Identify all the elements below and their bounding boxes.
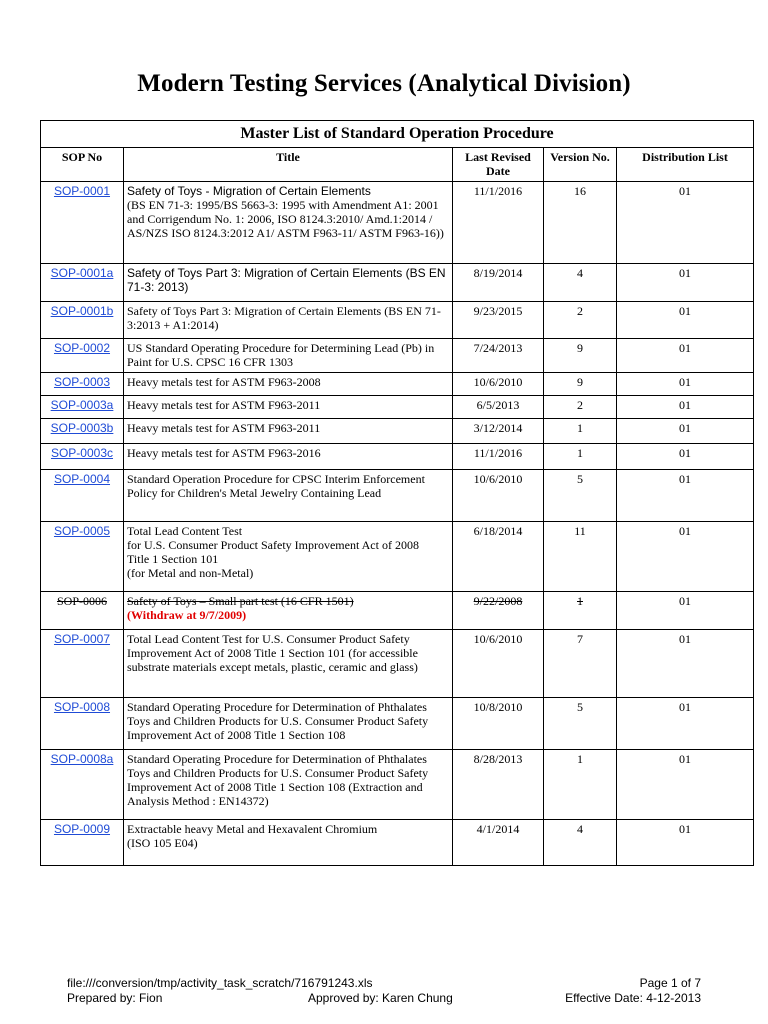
row-distribution: 01 [617, 396, 754, 419]
document-title: Modern Testing Services (Analytical Division) [137, 70, 631, 97]
column-header-last-revised-date: Last Revised Date [453, 148, 544, 182]
row-title: Safety of Toys - Migration of Certain Elements [127, 184, 371, 198]
footer-page-number: Page 1 of 7 [639, 976, 701, 990]
row-date: 11/1/2016 [453, 182, 544, 264]
row-version: 1 [544, 750, 617, 820]
sop-link-0008[interactable]: SOP-0008 [53, 700, 111, 714]
footer-file-path: file:///conversion/tmp/activity_task_scratch/716791243.xls [67, 976, 373, 990]
table-row [41, 698, 754, 750]
sop-link-0008a[interactable]: SOP-0008a [50, 752, 114, 766]
sop-link-0001a[interactable]: SOP-0001a [50, 266, 114, 280]
table-row [41, 750, 754, 820]
row-date: 6/5/2013 [453, 396, 544, 419]
row-distribution: 01 [617, 750, 754, 820]
table-row [41, 444, 754, 470]
row-date: 10/8/2010 [453, 698, 544, 750]
table-row [41, 373, 754, 396]
row-date: 8/19/2014 [453, 264, 544, 302]
sop-link-0001b[interactable]: SOP-0001b [50, 304, 114, 318]
row-version: 4 [544, 264, 617, 302]
row-date: 8/28/2013 [453, 750, 544, 820]
row-version: 5 [544, 698, 617, 750]
row-title: Standard Operating Procedure for Determination of Phthalates Toys and Children Products for U.S. Consumer Product Safety Improvement Act of 2008 Title 1 Section 108 [127, 700, 429, 742]
sop-link-0009[interactable]: SOP-0009 [53, 822, 111, 836]
table-caption: Master List of Standard Operation Procedure [41, 121, 754, 148]
row-title: Heavy metals test for ASTM F963-2008 [127, 375, 321, 389]
sop-link-0003[interactable]: SOP-0003 [53, 375, 111, 389]
row-title: Safety of Toys Part 3: Migration of Certain Elements (BS EN 71-3: 2013) [127, 266, 446, 294]
row-title: Total Lead Content Test for U.S. Consumer Product Safety Improvement Act of 2008 Title 1 Section 101 (for accessible substrate materials except metals, plastic, ceramic and glass) [127, 632, 418, 674]
column-header-title: Title [124, 148, 453, 182]
table-row [41, 470, 754, 522]
row-title: Safety of Toys – Small part test (16 CFR 1501) [127, 594, 354, 608]
row-title: Safety of Toys Part 3: Migration of Certain Elements (BS EN 71-3:2013 + A1:2014) [127, 304, 441, 332]
sop-link-0005[interactable]: SOP-0005 [53, 524, 111, 538]
row-title-extra: (ISO 105 E04) [127, 836, 198, 850]
sop-link-0003c[interactable]: SOP-0003c [50, 446, 114, 460]
row-distribution: 01 [617, 444, 754, 470]
withdraw-note: (Withdraw at 9/7/2009) [127, 608, 247, 622]
row-distribution: 01 [617, 470, 754, 522]
row-date: 10/6/2010 [453, 630, 544, 698]
footer-approved-by: Approved by: Karen Chung [308, 991, 453, 1005]
table-row [41, 630, 754, 698]
row-distribution: 01 [617, 264, 754, 302]
sop-link-0002[interactable]: SOP-0002 [53, 341, 111, 355]
table-header-row [41, 148, 754, 182]
table-row-withdrawn [41, 592, 754, 630]
row-distribution: 01 [617, 698, 754, 750]
row-title: Heavy metals test for ASTM F963-2011 [127, 398, 321, 412]
table-row [41, 522, 754, 592]
row-title: Heavy metals test for ASTM F963-2011 [127, 421, 321, 435]
row-distribution: 01 [617, 373, 754, 396]
row-title: Heavy metals test for ASTM F963-2016 [127, 446, 321, 460]
footer-prepared-by: Prepared by: Fion [67, 991, 163, 1005]
row-version: 16 [544, 182, 617, 264]
table-row [41, 302, 754, 339]
page-footer [67, 976, 701, 1006]
row-version: 2 [544, 302, 617, 339]
row-version: 2 [544, 396, 617, 419]
row-version: 9 [544, 339, 617, 373]
row-title-extra: (BS EN 71-3: 1995/BS 5663-3: 1995 with Amendment A1: 2001 and Corrigendum No. 1: 2006, ISO 8124.3:2010/ Amd.1:2014 / AS/NZS ISO 8124.3:2012 A1/ ASTM F963-11/ ASTM F963-16)) [127, 198, 444, 240]
table-row [41, 182, 754, 264]
row-distribution: 01 [617, 419, 754, 444]
row-distribution: 01 [617, 820, 754, 866]
row-distribution: 01 [617, 592, 754, 630]
row-version: 7 [544, 630, 617, 698]
row-version: 1 [577, 594, 583, 608]
column-header-distribution-list: Distribution List [617, 148, 754, 182]
row-version: 4 [544, 820, 617, 866]
column-header-sop-no: SOP No [41, 148, 124, 182]
sop-link-0003b[interactable]: SOP-0003b [50, 421, 114, 435]
row-distribution: 01 [617, 182, 754, 264]
sop-link-0007[interactable]: SOP-0007 [53, 632, 111, 646]
row-distribution: 01 [617, 302, 754, 339]
sop-link-0001[interactable]: SOP-0001 [53, 184, 111, 198]
row-version: 1 [544, 444, 617, 470]
row-title: US Standard Operating Procedure for Determining Lead (Pb) in Paint for U.S. CPSC 16 CFR 1303 [127, 341, 435, 369]
sop-master-table [40, 120, 754, 866]
footer-effective-date: Effective Date: 4-12-2013 [565, 991, 701, 1005]
table-row [41, 264, 754, 302]
row-date: 11/1/2016 [453, 444, 544, 470]
row-title-line: (for Metal and non-Metal) [127, 566, 254, 580]
row-version: 5 [544, 470, 617, 522]
table-row [41, 820, 754, 866]
row-distribution: 01 [617, 630, 754, 698]
row-date: 7/24/2013 [453, 339, 544, 373]
row-date: 3/12/2014 [453, 419, 544, 444]
row-date: 10/6/2010 [453, 373, 544, 396]
row-title: Standard Operating Procedure for Determination of Phthalates Toys and Children Products for U.S. Consumer Product Safety Improvement Act of 2008 Title 1 Section 108 (Extraction and Analysis Method : EN14372) [127, 752, 429, 808]
sop-link-0003a[interactable]: SOP-0003a [50, 398, 114, 412]
table-row [41, 396, 754, 419]
column-header-version-no: Version No. [544, 148, 617, 182]
sop-number-withdrawn: SOP-0006 [56, 594, 107, 608]
row-version: 1 [544, 419, 617, 444]
row-title: Extractable heavy Metal and Hexavalent Chromium [127, 822, 378, 836]
table-row [41, 419, 754, 444]
row-date: 10/6/2010 [453, 470, 544, 522]
row-version: 11 [544, 522, 617, 592]
row-date: 9/22/2008 [473, 594, 523, 608]
row-date: 6/18/2014 [453, 522, 544, 592]
table-caption-row [41, 121, 754, 148]
row-title-line: for U.S. Consumer Product Safety Improvement Act of 2008 [127, 538, 419, 552]
row-distribution: 01 [617, 522, 754, 592]
row-title: Total Lead Content Test [127, 524, 243, 538]
row-title: Standard Operation Procedure for CPSC Interim Enforcement Policy for Children's Metal Jewelry Containing Lead [127, 472, 425, 500]
row-date: 4/1/2014 [453, 820, 544, 866]
table-row [41, 339, 754, 373]
row-title-line: Title 1 Section 101 [127, 552, 219, 566]
row-date: 9/23/2015 [453, 302, 544, 339]
sop-link-0004[interactable]: SOP-0004 [53, 472, 111, 486]
row-distribution: 01 [617, 339, 754, 373]
row-version: 9 [544, 373, 617, 396]
